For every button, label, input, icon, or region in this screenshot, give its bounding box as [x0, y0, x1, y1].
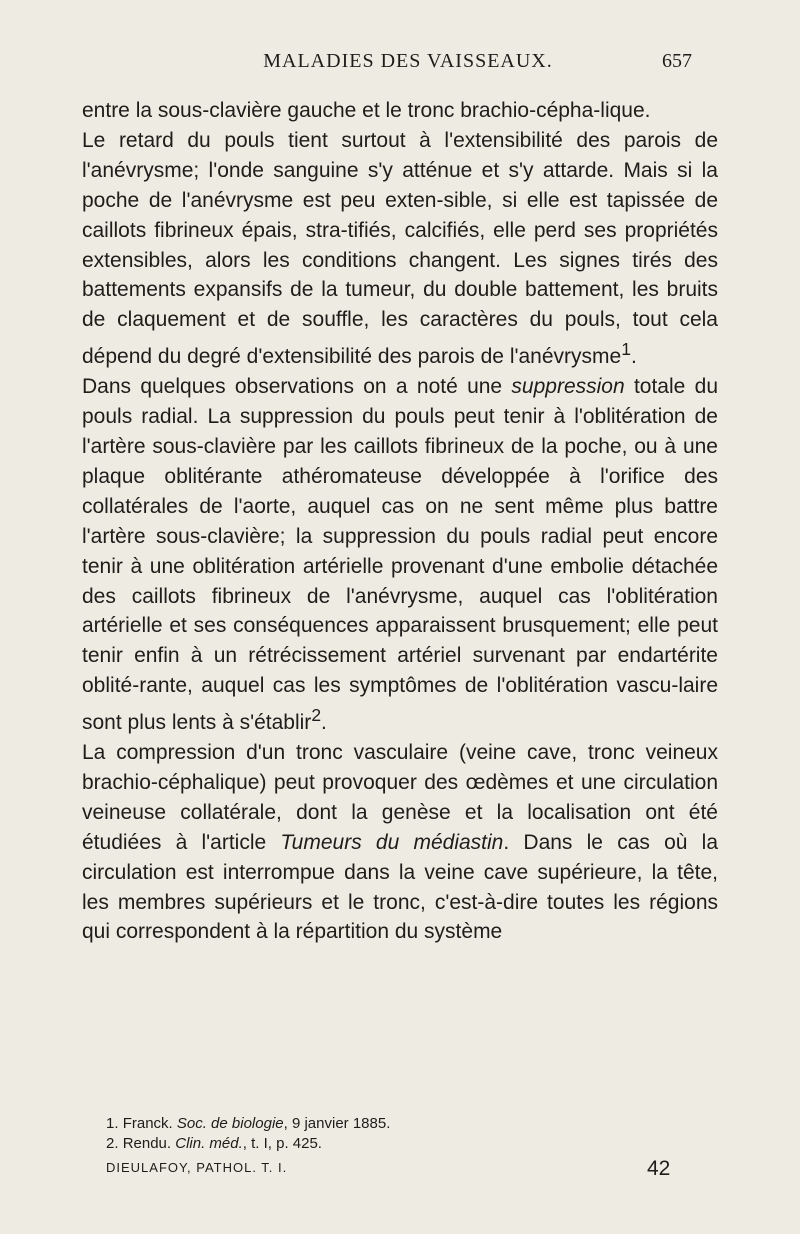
running-title: MALADIES DES VAISSEAUX.	[263, 50, 553, 72]
footnote-ref: 2	[311, 705, 322, 726]
footnote: 2. Rendu. Clin. méd., t. I, p. 425.	[106, 1135, 322, 1152]
paragraph: Dans quelques observations on a noté une suppression totale du pouls radial. La suppression du pouls peut tenir à l'oblitération de l'artère sous-clavière par les caillots fibrineux de la poche, ou à une plaque oblitérante athéromateuse développée à l'orifice des collatérales de l'aorte, auquel cas on ne sent même plus battre l'artère sous-clavière; la suppression du pouls radial peut encore tenir à une oblitération artérielle provenant d'une embolie détachée des caillots fibrineux de l'anévrysme, auquel cas l'oblitération artérielle et ses conséquences apparaissent brusquement; elle peut tenir enfin à un rétrécissement artériel survenant par endartérite oblité-rante, auquel cas les symptômes de l'oblitération vascu-laire sont plus lents à s'établir$^2$.	[82, 375, 718, 735]
footnote: 1. Franck. Soc. de biologie, 9 janvier 1885.	[106, 1115, 391, 1132]
sheet-number: 42	[647, 1157, 671, 1180]
emphasis: Tumeurs du médiastin	[280, 830, 504, 854]
printer-signature: DIEULAFOY, PATHOL. T. I.	[106, 1160, 288, 1175]
running-head	[0, 50, 800, 80]
signature-line	[106, 1157, 718, 1181]
paragraph: Le retard du pouls tient surtout à l'extensibilité des parois de l'anévrysme; l'onde sanguine s'y atténue et s'y attarde. Mais si la poche de l'anévrysme est peu exten-sible, si elle est tapissée de caillots fibrineux épais, stra-tifiés, calcifiés, elle perd ses propriétés extensibles, alors les conditions changent. Les signes tirés des battements expansifs de la tumeur, du double battement, les bruits de claquement et de souffle, les caractères du pouls, tout cela dépend du degré d'extensibilité des parois de l'anévrysme$^1$.	[82, 128, 718, 369]
paragraph: La compression d'un tronc vasculaire (veine cave, tronc veineux brachio-céphalique) peut provoquer des œdèmes et une circulation veineuse collatérale, dont la genèse et la localisation ont été étudiées à l'article Tumeurs du médiastin. Dans le cas où la circulation est interrompue dans la veine cave supérieure, la tête, les membres supérieurs et le tronc, c'est-à-dire toutes les régions qui correspondent à la répartition du système	[82, 741, 718, 944]
footnote-ref: 1	[621, 339, 631, 360]
page-number: 657	[662, 50, 692, 72]
body-text	[82, 96, 718, 947]
footnotes	[82, 1114, 718, 1154]
paragraph: entre la sous-clavière gauche et le tronc brachio-cépha-lique.	[82, 99, 651, 122]
emphasis: suppression	[511, 375, 625, 399]
